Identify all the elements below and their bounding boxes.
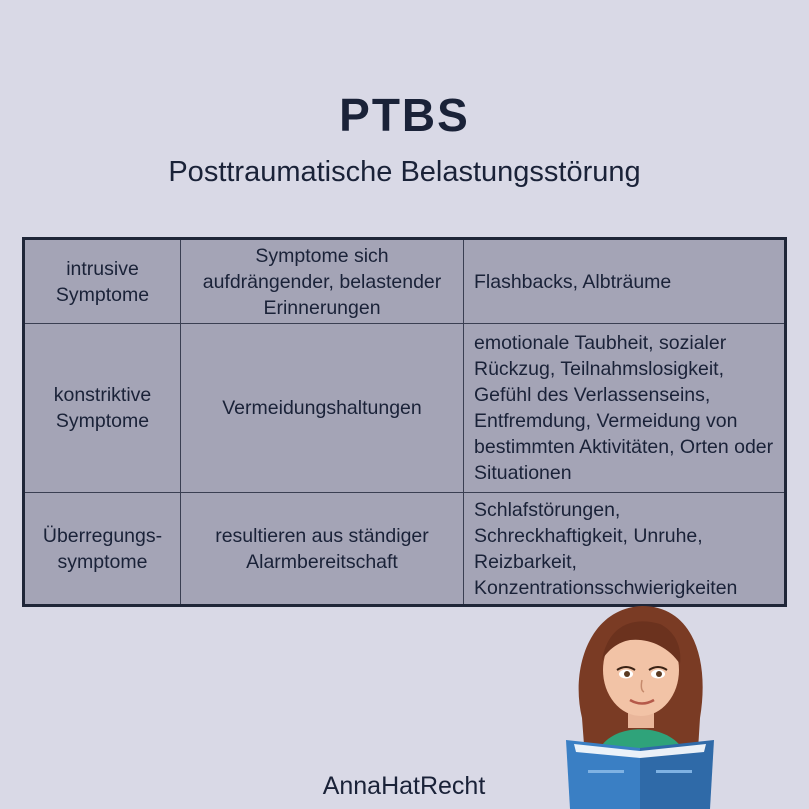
examples-cell: emotionale Taubheit, sozialer Rückzug, Teilnahmslosigkeit, Gefühl des Verlassenseins, Entfremdung, Vermeidung von bestimmten Aktivitäten, Orten oder Situationen <box>464 324 786 493</box>
category-cell: konstriktive Symptome <box>24 324 181 493</box>
category-cell: intrusive Symptome <box>24 239 181 324</box>
examples-cell: Flashbacks, Albträume <box>464 239 786 324</box>
description-cell: Vermeidungshaltungen <box>181 324 464 493</box>
symptom-table <box>22 237 787 607</box>
table-row <box>24 324 786 493</box>
description-cell: resultieren aus ständiger Alarmbereitschaft <box>181 493 464 606</box>
table-row <box>24 239 786 324</box>
page-title: PTBS <box>339 89 470 141</box>
brand-signature: AnnaHatRecht <box>322 772 486 800</box>
description-cell: Symptome sich aufdrängender, belastender Erinnerungen <box>181 239 464 324</box>
examples-cell: Schlafstörungen, Schreckhaftigkeit, Unruhe, Reizbarkeit, Konzentrationsschwierigkeiten <box>464 493 786 606</box>
table-row <box>24 493 786 606</box>
category-cell: Überregungs-symptome <box>24 493 181 606</box>
reading-avatar-icon <box>560 598 720 809</box>
page-subtitle: Posttraumatische Belastungsstörung <box>168 156 641 188</box>
